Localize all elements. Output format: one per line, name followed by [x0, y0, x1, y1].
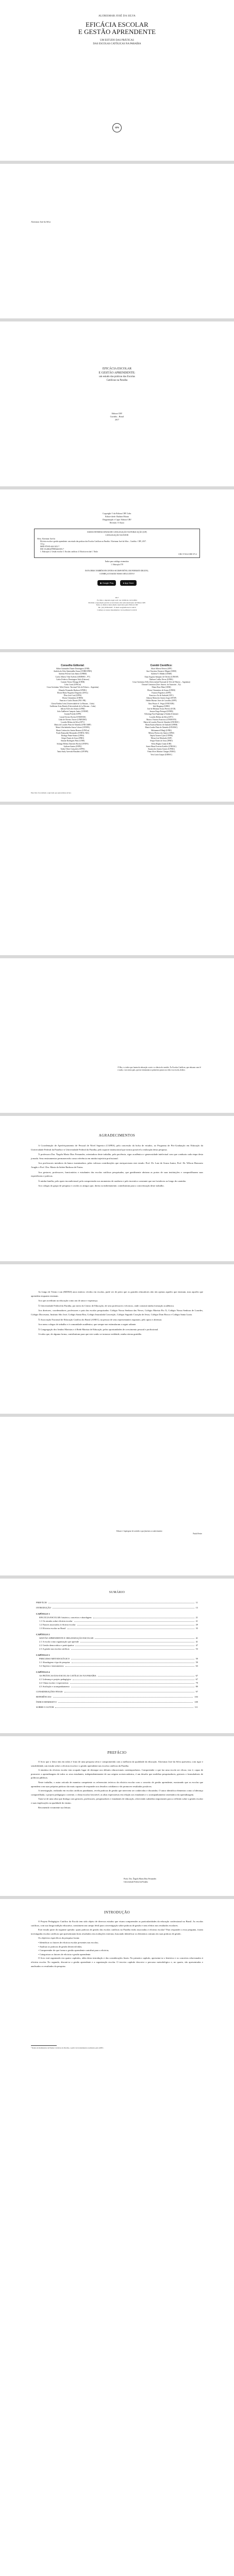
summary-entry-label: 1.1 Os estudos sobre eficácia escolar: [39, 1620, 73, 1622]
editorial-council-member: Josania Portela (UFPI): [64, 713, 81, 716]
scientific-committee-member: Maria Eurácia Barreto de Andrade (UFRB): [145, 724, 178, 726]
scientific-committee-member: Nilson José Machado (USP): [151, 737, 172, 740]
thanks-continued-page: [0, 1264, 234, 1414]
scientific-committee-member: Marcos Vinicius Francisco (UNOESTE): [146, 718, 177, 721]
summary-entry: [36, 1674, 198, 1677]
title-page-title-line1: EFICÁCIA ESCOLAR: [102, 367, 132, 370]
legal-contact: Tel.: (41) 3039-6418 – E-mail: sac@editoracrv.com.br: [98, 606, 136, 609]
summary-entry-page: 59: [195, 1657, 198, 1660]
thanks-paragraph: Aos que acreditam na educação como ato de amor e esperança.: [38, 1299, 98, 1302]
editorial-council-member: Carlos Federico Dominguez Avila (Unieuro): [56, 678, 89, 681]
scientific-committee-member: Kilwangy Kya Kapitango-a-Samba (Unemat): [144, 713, 178, 716]
editorial-council-member: Maria de Lourdes Pinto de Almeida (UNICAMP): [54, 724, 91, 726]
editorial-council-member: Paulo Romualdo Hernandes (UNIFAL-MG): [56, 732, 89, 734]
apple-icon: ●: [123, 582, 124, 584]
scientific-committee-member: Gláucia Maria dos Santos Jorge (UFOP): [146, 697, 177, 700]
summary-leader-dots: [73, 1677, 194, 1680]
copyright-line3: Diagramação e Capa: Editora CRV: [102, 518, 132, 521]
dedication-page: [0, 958, 234, 1113]
cover-subtitle-line2: DAS ESCOLAS CATÓLICAS NA PARAÍBA: [93, 43, 141, 45]
acknowledgement-paragraph: Aos colegas do grupo de pesquisa e a todos os amigos que, direta ou indiretamente, contribuíram para a concretização deste trabalho.: [38, 1184, 164, 1188]
editorial-council-member: Tania Suely Azevedo Brasileiro (UFOPA): [57, 751, 89, 753]
summary-entry-label: GESTÃO APRENDENTE E ORGANIZAÇÃO ESCOLAR: [39, 1637, 94, 1639]
cip-entry-author: Silva, Alorismar José da: [37, 538, 55, 540]
preface-paragraph: A investigação, realizada em escolas católicas paraibanas, revela práticas de gestão que merecem ser conhecidas e discutidas. O autor identifica elementos como a liderança compartilhada, o projeto pedagógico coerente, o clima escolar favorável, as altas expectativas em relação aos estudantes e o acompanhamento sistemático da aprendizagem.: [31, 1789, 203, 1796]
editorial-council-member: Maria Lília Imbiriba Sousa Colares (UFOPA): [56, 726, 90, 729]
introduction-paragraph: O livro está organizado em quatro capítulos, além desta introdução e das considerações finais. No primeiro capítulo, apresenta-se o histórico e os conceitos relacionados à eficácia escolar. No segundo, discute-se a gestão aprendente e a organização escolar. O terceiro capítulo descreve o percurso metodológico e, no quarto, são apresentados e analisados os resultados da pesquisa.: [31, 1957, 203, 1968]
app-store-badge[interactable]: [120, 580, 136, 586]
google-play-badge[interactable]: [97, 580, 116, 586]
summary-entry-label: 2.3 A gestão nas escolas católicas: [39, 1648, 70, 1650]
preface-page: [0, 1736, 234, 1896]
legal-year: 2017: [115, 597, 119, 599]
editorial-council-member: Elizeu Clementino (UNEB): [62, 697, 83, 700]
editorial-council-title: Conselho Editorial:: [61, 664, 85, 667]
summary-entry: [36, 1664, 198, 1668]
thanks-paragraph: À Universidade Federal da Paraíba, por meio do Centro de Educação, de seus professores e técnicos, onde construí minha formação acadêmica.: [38, 1304, 175, 1307]
summary-entry: [36, 1636, 198, 1640]
acknowledgement-paragraph: Aos gestores, professores, funcionários e estudantes das escolas católicas pesquisadas, que gentilmente abriram as portas de suas instituições e compartilharam suas experiências e práticas.: [31, 1171, 203, 1178]
summary-entry-page: 41: [195, 1640, 198, 1643]
cip-box: [34, 529, 200, 558]
summary-entry-page: 15: [195, 1606, 198, 1609]
summary-entry-page: 109: [194, 1701, 198, 1703]
thanks-paragraph: Aos meus colegas de trabalho e à comunidade acadêmica, que sempre me estimularam a seguir adiante.: [38, 1323, 137, 1326]
editorial-council-member: Eduardo Fernandes Barbosa (UFMG): [58, 689, 87, 691]
scientific-committee-column: [120, 664, 203, 756]
legal-reproduction: Proibida a reprodução parcial ou total desta obra sem autorização da Editora CRV: [88, 601, 146, 604]
summary-entry-page: 11: [195, 1601, 198, 1604]
summary-entry-label: 2.2 Gestão democrática e participativa: [39, 1644, 74, 1647]
preface-signature-institution: Universidade Federal da Paraíba: [124, 1881, 148, 1883]
summary-leader-dots: [80, 1640, 194, 1642]
introduction-bullet: • Categorizar os fatores de eficácia e gestão aprendente.: [38, 1953, 91, 1956]
summary-entry-label: EFICÁCIA ESCOLAR: histórico, conceitos e abordagens: [39, 1616, 92, 1619]
editorial-council-member: Sydione Santos (UEPG): [63, 745, 82, 748]
thanks-paragraph: À Associação Nacional de Educação Católica do Brasil (ANEC), na pessoa de seus representantes regionais, pelo apoio e abertura.: [38, 1318, 162, 1321]
summary-entry: [36, 1695, 198, 1699]
scientific-committee-member: Najela Tavares Ujiie (UTFPR): [150, 735, 173, 737]
scientific-committee-member: Cesar Gerónimo Tello (Universidad Nacional de Três de Febrero – Argentina): [132, 681, 190, 684]
summary-entry-page: 21: [195, 1620, 198, 1622]
title-page-title-line2: E GESTÃO APRENDENTE:: [98, 371, 136, 375]
cip-title: DADOS INTERNACIONAIS DE CATALOGAÇÃO NA PUBLICAÇÃO (CIP): [87, 531, 147, 533]
introduction-paragraph: Este estudo parte da seguinte questão: quais práticas de gestão das escolas católicas na Paraíba estão associadas à eficácia escolar? Para responder a essa pergunta, foram investigadas escolas católicas que apresentaram bons resultados em avaliações externas, buscando identificar os elementos comuns em suas práticas de gestão.: [31, 1928, 203, 1935]
editorial-council-member: Jailson Alves dos Santos (UFRJ): [60, 708, 85, 710]
scientific-committee-member: Barbara Coelho Neves (UFBA): [149, 678, 173, 681]
cover-title-line1: EFICÁCIA ESCOLAR: [86, 21, 148, 28]
summary-entry-label: 4.2 Clima escolar e expectativas: [39, 1682, 69, 1684]
summary-leader-dots: [93, 1616, 194, 1618]
acknowledgement-paragraph: Aos professores membros da banca examinadora, pelas valiosas contribuições que enriqueceram este estudo: Prof. Dr. Luiz de Sousa Junior, Prof. Dr. Wilson Honorato Aragão e Prof. Dra. Maria da Salete Barboza de Farias.: [31, 1162, 203, 1168]
scientific-committee-title: Comitê Científico:: [150, 664, 173, 667]
index-title: Índice para catálogo sistemático: [105, 561, 129, 563]
app-store-label: App Store: [124, 582, 134, 584]
editorial-council-member: Francisco Carlos Duarte (PUC-PR): [59, 700, 86, 702]
legal-website: Conheça os nossos lançamentos: www.editoracrv.com.br: [97, 608, 137, 611]
editorial-council-member: Antônio Pereira Gaio Júnior (UFRRJ): [58, 673, 87, 675]
summary-page: [0, 1579, 234, 1733]
acknowledgements-page: [0, 1116, 234, 1261]
summary-entry-label: 3.1 Abordagem e tipo de pesquisa: [39, 1661, 70, 1664]
editorial-council-member: Solange Helena Ximenes-Rocha (UFOPA): [57, 742, 89, 745]
cover-author: ALORISMAR JOSÉ DA SILVA: [98, 15, 136, 18]
preface-paragraph: O livro que o leitor tem em mãos é fruto de uma pesquisa séria e comprometida com a melhoria da qualidade da educação. Alorismar José da Silva apresenta, com rigor e sensibilidade, um estudo sobre a eficácia escolar e a gestão aprendente nas escolas católicas da Paraíba.: [31, 1760, 203, 1767]
scientific-committee-member: Sonia Maria Ferreira Koehler (UNISAL): [146, 745, 177, 748]
scientific-committee-member: Maria de Lourdes Pinto de Almeida (UNOESC): [143, 721, 179, 724]
thanks-paragraph: A todos que, de alguma forma, contribuíram para que este sonho se tornasse realidade, minha eterna gratidão.: [38, 1333, 142, 1336]
summary-entry: [36, 1690, 198, 1693]
summary-leader-dots: [70, 1681, 194, 1684]
cip-doi: DOI 10.24824/978854441651.7: [40, 548, 64, 550]
introduction-bullet: • Compreender de que forma a gestão aprendente contribui para a eficácia;: [38, 1949, 109, 1952]
editorial-council-member: Élsio José Corá (UFFS): [63, 694, 82, 697]
title-page-subtitle-line2: Católicas na Paraíba: [106, 379, 128, 382]
google-play-label: Google Play: [102, 582, 114, 584]
introduction-footnote: ¹ Dados de Instituições de Ensino Católicas da Paraíba, a partir de levantamentos realizados pela ANEC.: [31, 2046, 104, 2049]
summary-entry-label: PREFÁCIO: [36, 1601, 47, 1604]
summary-entry-label: CAPÍTULO 3: [36, 1654, 50, 1656]
title-page: [0, 321, 234, 486]
cover-page: [0, 0, 234, 161]
summary-leader-dots: [75, 1643, 194, 1646]
summary-leader-dots: [71, 1657, 194, 1659]
summary-leader-dots: [98, 1674, 194, 1676]
summary-entry-page: 103: [194, 1696, 198, 1698]
scientific-committee-member: Mohammed Elhajji (UFRJ): [151, 729, 172, 732]
scientific-committee-member: Elizeu Clementino de Souza (UNEB): [147, 689, 175, 691]
scientific-committee-member: Vera Lucia Gaspar (UDESC): [151, 753, 172, 756]
scientific-committee-member: Lourdes Helena da Silva (UFV): [149, 716, 173, 718]
scientific-committee-member: Andréia N. Militão (UEMS): [151, 673, 172, 675]
summary-leader-dots: [53, 1606, 194, 1608]
publisher-logo: [112, 123, 122, 132]
summary-entry-page: 59: [195, 1661, 198, 1664]
summary-entry: [36, 1601, 198, 1604]
summary-entry-label: ÍNDICE REMISSIVO: [36, 1701, 57, 1703]
half-title-page: [0, 164, 234, 318]
scientific-committee-member: Anna Augusta Sampaio de Oliveira (UNESP): [144, 675, 178, 678]
thanks-paragraph: Ao longo de Trinta e um (MDXII) anos inteiros vividos em escolas, pude ver de perto que os grandes educadores não são apenas aqueles que ensinam, mas aqueles que aprendem enquanto ensinam.: [31, 1291, 203, 1297]
summary-leader-dots: [55, 1705, 193, 1708]
summary-entry-label: 4.3 Avaliação e acompanhamento: [39, 1685, 70, 1688]
scientific-committee-member: José de Ribamar Sousa Pereira (UCB): [147, 708, 176, 710]
summary-entry-page: 63: [195, 1665, 198, 1667]
summary-entry: [36, 1685, 198, 1688]
summary-leader-dots: [58, 1700, 193, 1703]
summary-entry: [36, 1640, 198, 1643]
scientific-committee-member: Francisco Ari de Andrade (UFC): [149, 694, 174, 697]
editorial-council-member: Simone Rodrigues Pinto (UNB): [60, 740, 85, 742]
editorial-council-member: João Adalberto Campato Junior (UNESP): [57, 710, 89, 713]
summary-entry: [36, 1643, 198, 1647]
scientific-committee-member: Eliane Rose Maio (UEM): [152, 686, 171, 689]
acknowledgement-paragraph: À minha família, pelo apoio incondicional, pela compreensão nos momentos de ausência e pelo incentivo constante que me fortaleceu ao longo do caminho.: [38, 1179, 187, 1182]
epigraph-page: [0, 1417, 234, 1575]
introduction-heading: INTRODUÇÃO: [104, 1910, 130, 1914]
summary-entry-label: CAPÍTULO 1: [36, 1613, 50, 1615]
preface-paragraph: A temática da eficácia escolar tem ocupado lugar de destaque nos debates educacionais contemporâneos. Compreender o que faz uma escola ser eficaz, isto é, capaz de promover a aprendizagem de todos os seus estudantes, independentemente de sua origem socioeconômica, é um desafio que mobiliza pesquisadores, gestores e formuladores de políticas públicas.: [31, 1769, 203, 1780]
summary-leader-dots: [77, 1623, 194, 1625]
summary-entry-label: AS PRÁTICAS DAS ESCOLAS CATÓLICAS NA PARAÍBA: [39, 1674, 96, 1677]
editorial-council-member: Cesar Gerónimo Tello (Univer. Nacional Três de Febrero – Argentina): [46, 686, 99, 689]
editorial-council-member: Leonel Severo Rocha (UNISINOS): [59, 716, 86, 718]
scientific-committee-member: Ilma Passos A. Veiga (UNICEUB): [148, 702, 174, 705]
legal-deposit: Foi feito o depósito legal conf. Lei 10.994 de 14/12/2004: [97, 599, 137, 601]
introduction-paragraph: O Projeto Pedagógico Católico da Escola tem sido objeto de diversos estudos que visam compreender as particularidades da educação confessional no Brasil. As escolas católicas, com sua longa tradição educativa, constituem um campo fértil para a investigação sobre práticas de gestão e seus efeitos nos resultados escolares.: [31, 1920, 203, 1927]
editorial-council-member: Lídia de Oliveira Xavier (UNIEURO): [58, 718, 87, 721]
cip-subtitle: CATALOGAÇÃO NA FONTE: [105, 534, 129, 536]
scientific-committee-member: Jussara Fraga Portugal (UNEB): [149, 710, 173, 713]
cip-subjects: 1. Educação 2. Gestão escolar 3. Escolas católicas 4. Eficácia escolar I. Título: [40, 551, 98, 553]
summary-entry-label: 1.3 Eficácia escolar no Brasil: [39, 1627, 66, 1630]
summary-entry: [36, 1681, 198, 1685]
publisher-logo-mark: crv: [115, 126, 119, 129]
editorial-council-member: Aldira Guimarães Duarte Domínguez (UNB): [56, 668, 90, 670]
summary-entry: [36, 1653, 198, 1657]
summary-entry: [36, 1647, 198, 1651]
summary-leader-dots: [71, 1647, 194, 1650]
summary-entry-page: 41: [195, 1637, 198, 1639]
index-entry: 1. Educação 370: [111, 564, 123, 566]
summary-leader-dots: [64, 1690, 194, 1692]
cip-entry-description: Eficácia escolar e gestão aprendente: um estudo das práticas das Escolas Católicas na Paraíba / Alorismar José da Silva – Curitiba : CRV, 2017.: [40, 540, 146, 543]
dedication-text: À Bia, e a todos que fazem da educação a arte e a ciência do sentido. Às Escolas Católicas, que educam com fé e razão, e aos meus pais, que me ensinaram os primeiros passos na vida e na escola, dedico.: [118, 1066, 201, 1071]
summary-entry-page: 29: [195, 1623, 198, 1626]
footnote-rule: [31, 2045, 57, 2046]
introduction-bullet: • Identificar os fatores de eficácia escolar presentes nas escolas;: [38, 1941, 99, 1944]
acknowledgements-heading: AGRADECIMENTOS: [98, 1133, 136, 1138]
scientific-committee-member: Helder Buenos Aires de Carvalho (UFPI): [146, 700, 177, 702]
editorial-council-member: Gloria Fariñas León (Universidade de La Havana – Cuba): [51, 702, 94, 705]
scientific-committee-member: Inês Bragança (UERJ): [153, 705, 170, 707]
summary-leader-dots: [65, 1664, 194, 1667]
summary-entry-page: 67: [195, 1678, 198, 1681]
summary-heading: SUMÁRIO: [109, 1591, 125, 1594]
editorial-council-member: Carmen Tereza Velanga (UNIR): [60, 681, 85, 684]
editorial-council-member: Sérgio Nunes de Jesus (IFRO): [61, 737, 84, 740]
scientific-committee-member: Mônica Pereira dos Santos (UFRJ): [148, 732, 175, 734]
thanks-paragraph: Aos diretores, coordenadores, professores e pais das escolas pesquisadas: Colégio Nossa Senhora das Neves, Colégio Marista Pio X, Colégio Nossa Senhora de Lourdes, Colégio Diocesano, Instituto São José, Colégio Santa Rita, Colégio Imaculada Conceição, Colégio Sagrado Coração de Jesus, Colégio Dom Bosco e Colégio Santa Luzia.: [31, 1309, 203, 1316]
scientific-committee-member: Altair Alberto Fávero (UPF): [151, 668, 172, 670]
scientific-committee-member: Sérgio Nunes de Jesus (IFRO): [150, 740, 173, 742]
preface-paragraph: Trata-se de uma obra que dialoga com gestores, professores, pesquisadores e estudantes de educação, oferecendo subsídios importantes para a reflexão sobre a gestão escolar e suas implicações na qualidade do ensino.: [31, 1798, 203, 1804]
copyright-line1: Copyright © da Editora CRV Ltda.: [103, 512, 131, 515]
summary-entry-page: 21: [195, 1616, 198, 1619]
preface-heading: PREFÁCIO: [107, 1751, 127, 1755]
summary-entry-label: 1.2 Fatores associados à eficácia escolar: [39, 1623, 76, 1626]
summary-entry: [36, 1626, 198, 1630]
editorial-council-member: Andréia da Silva Quintanilha Sousa (UNIR/UFRN): [53, 670, 92, 673]
summary-entry: [36, 1660, 198, 1664]
editorial-council-member: Lourdes Helena da Silva (UFV): [61, 721, 85, 724]
digital-notice: ESTA OBRA TAMBÉM ENCONTRA-SE DISPONÍVEL EM FORMATO DIGITAL.: [85, 570, 149, 572]
legal-rights: Todos os direitos desta edição reservados pela: Editora CRV: [96, 604, 138, 606]
summary-entry-page: 111: [194, 1706, 198, 1708]
editorial-council-member: Rodrigo Pratte-Santos (UFES): [61, 735, 84, 737]
editorial-council-member: Guillermo Arias Beatón (Universidade de La Havana – Cuba): [49, 705, 96, 707]
summary-entry-label: INTRODUÇÃO: [36, 1606, 52, 1609]
editorial-council-member: Carlos Alberto Vilar Estêvão (UMINHO – PT): [55, 675, 90, 678]
summary-entry-label: PERCURSO METODOLÓGICO: [39, 1657, 70, 1660]
cip-entry-pages: 112 p.: [40, 543, 45, 545]
copyright-line4: Revisão: O Autor: [110, 521, 124, 524]
summary-leader-dots: [74, 1619, 194, 1622]
summary-entry-label: REFERÊNCIAS: [36, 1696, 52, 1698]
summary-entry: [36, 1700, 198, 1704]
title-page-publisher: Editora CRV: [111, 412, 123, 415]
editorial-council-member: Elione Maria Nogueira Diogenes (UFAL): [57, 691, 88, 694]
summary-entry: [36, 1616, 198, 1619]
summary-entry-label: 2.1 A escola como organização que aprende: [39, 1640, 79, 1643]
scientific-committee-member: Vânia Alves Martins Chaigar (FURG): [147, 751, 176, 753]
epigraph-quote: Educar é impregnar de sentido o que fazemos a cada instante.: [116, 1530, 163, 1532]
summary-leader-dots: [48, 1601, 194, 1603]
summary-entry: [36, 1657, 198, 1660]
summary-entry: [36, 1633, 198, 1636]
summary-entry: [36, 1677, 198, 1681]
scientific-committee-member: Ana Chrystina Venancio Mignot (UERJ): [146, 670, 177, 673]
preface-paragraph: Neste trabalho, o autor articula de maneira competente os referenciais teóricos da eficácia escolar com o conceito de gestão aprendente, mostrando que as escolas que aprendem com suas próprias práticas são mais capazes de responder aos desafios cotidianos e de promover resultados positivos.: [31, 1781, 203, 1788]
acknowledgement-paragraph: À professora Dra. Ângela Maria Dias Fernandes, orientadora deste trabalho, pela paciência, rigor acadêmico e generosidade intelectual com que conduziu cada etapa desta jornada. Seus ensinamentos permanecerão como referência em minha trajetória profissional.: [31, 1153, 203, 1160]
preface-paragraph: Recomendo vivamente sua leitura.: [38, 1806, 71, 1809]
app-notice: CONHEÇA E BAIXE NOSSO APLICATIVO!: [99, 573, 135, 575]
cip-classification: CDU 37.014 CDD 371.2: [178, 553, 197, 555]
title-page-city: Curitiba – Brasil: [110, 415, 124, 418]
cover-title-line2: E GESTÃO APRENDENTE: [78, 28, 156, 36]
summary-entry-label: 4.1 Liderança e projeto pedagógico: [39, 1678, 72, 1681]
introduction-paragraph: Os objetivos específicos da pesquisa foram:: [38, 1937, 80, 1940]
scientific-committee-member: Silvia Regina Canan (URI): [151, 742, 172, 745]
scientific-committee-member: Diosnel Centurion (Univ Americ. de Asunción – Py): [142, 684, 181, 686]
summary-entry: [36, 1612, 198, 1616]
play-icon: ▶: [100, 582, 102, 584]
epigraph-author: Paulo Freire: [193, 1533, 202, 1535]
summary-entry-page: 97: [195, 1690, 198, 1693]
scientific-committee-member: Suzana dos Santos Gomes (UFMG): [148, 748, 175, 751]
summary-entry-label: CAPÍTULO 4: [36, 1671, 50, 1673]
acknowledgement-paragraph: A Coordenação de Aperfeiçoamento de Pessoal de Nível Superior (CAPES), pela concessão da bolsa de estudos, ao Programa de Pós-Graduação em Educação da Universidade Federal da Paraíba e à Universidade Federal da Paraíba, pelo suporte institucional que tornou possível a realização desta pesquisa.: [31, 1144, 203, 1151]
half-title-author: Alorismar José da Silva: [31, 221, 51, 223]
summary-entry: [36, 1705, 198, 1709]
copyright-line2: Editor-chefe: Railson Moura: [105, 515, 129, 518]
cover-subtitle-line1: UM ESTUDO DAS PRÁTICAS: [100, 39, 134, 42]
summary-entry-label: SOBRE O AUTOR: [36, 1706, 54, 1708]
editorial-council-member: Celso Conti (UFSCar): [64, 684, 81, 686]
editorial-council-column: [31, 664, 114, 756]
blank-page: [0, 805, 234, 955]
summary-entry-page: 67: [195, 1674, 198, 1677]
summary-entry-page: 35: [195, 1627, 198, 1630]
summary-entry: [36, 1623, 198, 1626]
cip-isbn: ISBN 978-85-444-1651-7: [40, 546, 60, 548]
summary-entry: [36, 1606, 198, 1609]
summary-entry-page: 53: [195, 1648, 198, 1650]
summary-leader-dots: [72, 1660, 194, 1663]
thanks-paragraph: À Congregação dos Irmãos Maristas e à Rede Marista de Educação, pelas oportunidades de crescimento pessoal e profissional.: [38, 1328, 159, 1331]
summary-entry: [36, 1619, 198, 1623]
title-page-year: 2017: [115, 418, 119, 421]
summary-leader-dots: [68, 1626, 194, 1629]
introduction-page: [0, 1899, 234, 2059]
copyright-page: [0, 489, 234, 649]
scientific-committee-member: Fauston Negreiros (UFPI): [152, 691, 171, 694]
scientific-committee-member: Maria Lurdes Pinto de Almeida (UNOESC): [145, 726, 178, 729]
summary-entry-page: 79: [195, 1682, 198, 1684]
summary-entry-page: 47: [195, 1644, 198, 1647]
summary-entry: [36, 1670, 198, 1674]
summary-entry-label: CONSIDERAÇÕES FINAIS: [36, 1690, 63, 1693]
summary-entry-label: CAPÍTULO 2: [36, 1633, 50, 1636]
preface-signature-name: Profa. Dra. Ângela Maria Dias Fernandes: [124, 1878, 157, 1880]
summary-leader-dots: [95, 1636, 194, 1639]
council-footer: Este livro foi avaliado e aprovado por pareceristas ad hoc.: [31, 792, 72, 794]
introduction-bullet: • Analisar as práticas de gestão desenvolvidas;: [38, 1945, 82, 1948]
summary-entry-page: 89: [195, 1685, 198, 1688]
editorial-council-member: Tadeu Oliver Gonçalves (UFPA): [60, 748, 85, 751]
editorial-council-member: Maria Cristina dos Santos Bezerra (UFSCar): [56, 729, 90, 732]
summary-leader-dots: [53, 1695, 193, 1698]
title-page-subtitle-line1: um estudo das práticas das Escolas: [99, 376, 135, 378]
summary-leader-dots: [71, 1685, 194, 1687]
editorial-council-page: [0, 652, 234, 802]
summary-entry-label: 3.2 Sujeitos e instrumentos: [39, 1665, 64, 1667]
